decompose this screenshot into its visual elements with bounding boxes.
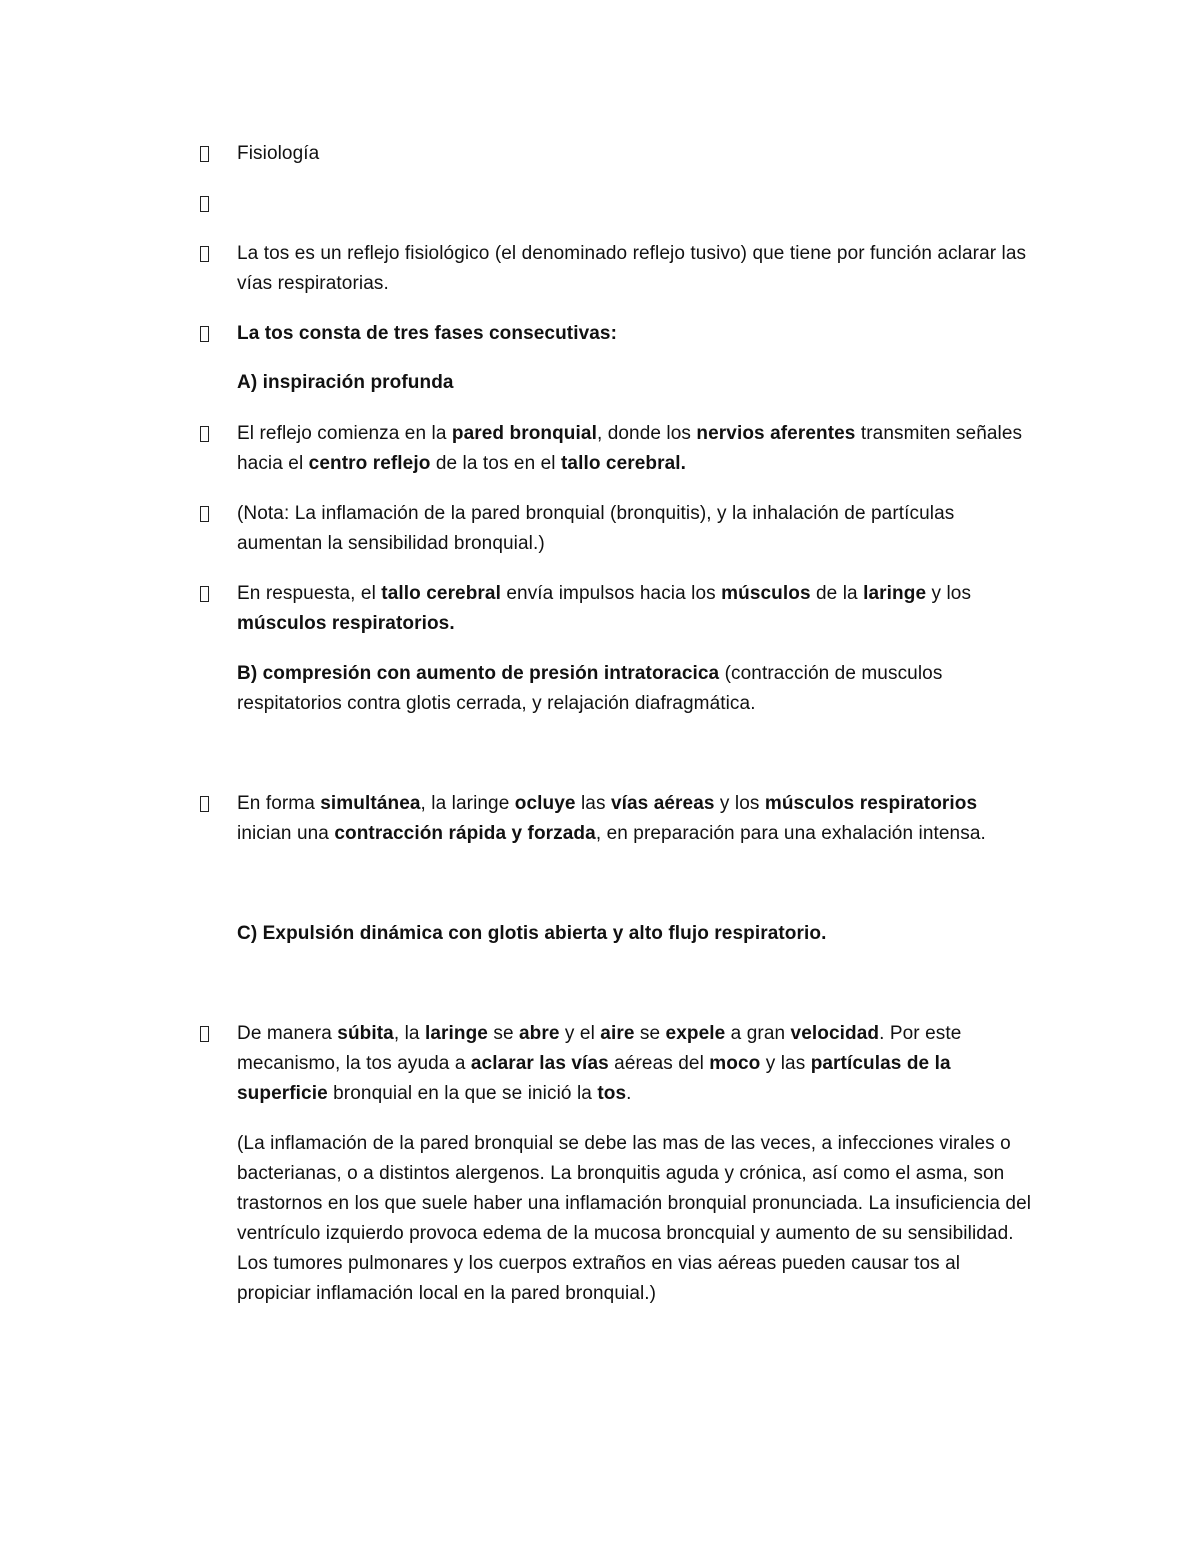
text-run: transmiten señales hacia el [237,423,1023,474]
paragraph-phases-intro [237,319,1037,349]
bullet-icon [200,1026,209,1042]
bold-run: tallo cerebral [381,583,501,604]
paragraph-text: La tos consta de tres fases consecutivas: [237,323,618,344]
paragraph-text: (La inflamación de la pared bronquial se debe las mas de las veces, a infecciones virales o bacterianas, o a distintos alergenos. La bronquitis aguda y crónica, así como el asma, son trastornos en los que suele haber una inflamación bronquial pronunciada. La insuficiencia del ventrículo izquierdo provoca edema de la mucosa broncquial y aumento de su sensibilidad. Los tumores pulmonares y los cuerpos extraños en vias aéreas pueden causar tos al propiciar inflamación local en la pared bronquial.) [237,1133,1032,1304]
text-run: De manera [237,1023,338,1044]
text-run: , donde los [596,423,697,444]
paragraph-response [237,579,1037,639]
bullet-icon [200,196,209,212]
text-run: bronquial en la que se inició la [327,1083,598,1104]
bold-run: laringe [863,583,927,604]
text-run: se [634,1023,666,1044]
paragraph-simultaneous [237,789,1037,849]
heading-text: A) inspiración profunda [237,372,454,393]
text-run: y el [559,1023,601,1044]
text-run: aéreas del [608,1053,710,1074]
bullet-icon [200,146,209,162]
text-run: , la laringe [420,793,515,814]
bullet-icon [200,246,209,262]
text-run: de la tos en el [430,453,561,474]
text-run: En respuesta, el [237,583,382,604]
heading-phase-a [237,368,1037,398]
text-run: envía impulsos hacia los [500,583,722,604]
bold-run: B) compresión con aumento de presión intratoracica [237,663,720,684]
paragraph-definition [237,239,1037,299]
bold-run: laringe [424,1023,488,1044]
text-run: y las [760,1053,811,1074]
bold-run: partículas de la superficie [237,1053,951,1104]
heading-phase-c [237,919,1037,949]
bold-run: vías aéreas [610,793,715,814]
title-text: Fisiología [237,143,320,164]
bold-run: músculos [721,583,811,604]
text-run: , la [393,1023,425,1044]
text-run: El reflejo comienza en la [237,423,452,444]
text-run: inician una [237,823,335,844]
bold-run: simultánea [320,793,421,814]
bold-run: aclarar las vías [470,1053,609,1074]
bullet-icon [200,506,209,522]
paragraph-inflammation-causes [237,1129,1037,1309]
text-run: las [575,793,611,814]
text-run: , en preparación para una exhalación intensa. [595,823,986,844]
heading-phase-b [237,659,1037,719]
text-run: se [487,1023,519,1044]
bullet-icon [200,796,209,812]
text-run: (contracción de musculos respitatorios contra glotis cerrada, y relajación diafragmática. [237,663,943,714]
bold-run: contracción rápida y forzada [334,823,596,844]
text-run: . [626,1083,632,1104]
bold-run: moco [709,1053,761,1074]
bold-run: tallo cerebral. [561,453,687,474]
text-run: a gran [725,1023,791,1044]
bold-run: músculos respiratorios. [237,613,455,634]
bold-run: aire [600,1023,635,1044]
bullet-icon [200,586,209,602]
bold-run: expele [665,1023,726,1044]
bold-run: ocluye [514,793,576,814]
text-run: y los [926,583,972,604]
text-run: y los [714,793,765,814]
text-run: . Por este mecanismo, la tos ayuda a [237,1023,962,1074]
bold-run: súbita [337,1023,394,1044]
bold-run: nervios aferentes [696,423,856,444]
bold-run: músculos respiratorios [764,793,978,814]
paragraph-text: (Nota: La inflamación de la pared bronquial (bronquitis), y la inhalación de partículas aumentan la sensibilidad bronquial.) [237,503,955,554]
text-run: En forma [237,793,321,814]
bold-run: pared bronquial [451,423,597,444]
paragraph-note [237,499,1037,559]
text-run: de la [810,583,864,604]
bold-run: velocidad [790,1023,880,1044]
heading-text: C) Expulsión dinámica con glotis abierta y alto flujo respiratorio. [237,923,827,944]
document-title [237,139,1037,169]
bold-run: tos [597,1083,627,1104]
paragraph-text: La tos es un reflejo fisiológico (el denominado reflejo tusivo) que tiene por función aclarar las vías respiratorias. [237,243,1027,294]
bullet-icon [200,426,209,442]
paragraph-reflex-start [237,419,1037,479]
bold-run: centro reflejo [308,453,431,474]
bullet-icon [200,326,209,342]
paragraph-expulsion [237,1019,1037,1109]
bold-run: abre [519,1023,560,1044]
